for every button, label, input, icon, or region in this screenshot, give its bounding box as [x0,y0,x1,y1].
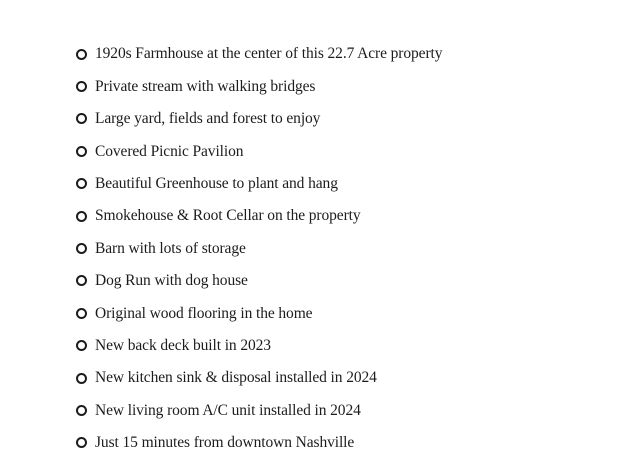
list-item [76,232,616,264]
property-features-list [76,38,616,459]
feature-text: New kitchen sink & disposal installed in 2024 [95,369,377,387]
list-item [76,70,616,102]
feature-text: 1920s Farmhouse at the center of this 22.7 Acre property [95,45,443,63]
list-item [76,135,616,167]
feature-text: Dog Run with dog house [95,272,248,290]
circle-bullet-icon [76,275,87,286]
circle-bullet-icon [76,437,87,448]
feature-text: Covered Picnic Pavilion [95,142,244,160]
circle-bullet-icon [76,308,87,319]
circle-bullet-icon [76,243,87,254]
circle-bullet-icon [76,405,87,416]
list-item [76,427,616,459]
feature-text: Beautiful Greenhouse to plant and hang [95,175,338,192]
list-item [76,265,616,297]
feature-text: Large yard, fields and forest to enjoy [95,110,321,128]
list-item [76,200,616,232]
feature-text: Original wood flooring in the home [95,304,313,322]
circle-bullet-icon [76,178,87,189]
feature-text: New living room A/C unit installed in 2024 [95,401,361,419]
list-item [76,103,616,135]
feature-text: Barn with lots of storage [95,239,246,257]
list-item [76,362,616,394]
circle-bullet-icon [76,49,87,60]
circle-bullet-icon [76,373,87,384]
circle-bullet-icon [76,146,87,157]
feature-text: Smokehouse & Root Cellar on the property [95,207,361,225]
list-item [76,330,616,362]
list-item [76,38,616,70]
circle-bullet-icon [76,211,87,222]
list-item [76,394,616,426]
circle-bullet-icon [76,113,87,124]
circle-bullet-icon [76,81,87,92]
list-item [76,297,616,329]
feature-text: Just 15 minutes from downtown Nashville [95,434,355,452]
list-item [76,168,616,200]
circle-bullet-icon [76,340,87,351]
feature-text: Private stream with walking bridges [95,77,316,95]
feature-text: New back deck built in 2023 [95,336,271,354]
